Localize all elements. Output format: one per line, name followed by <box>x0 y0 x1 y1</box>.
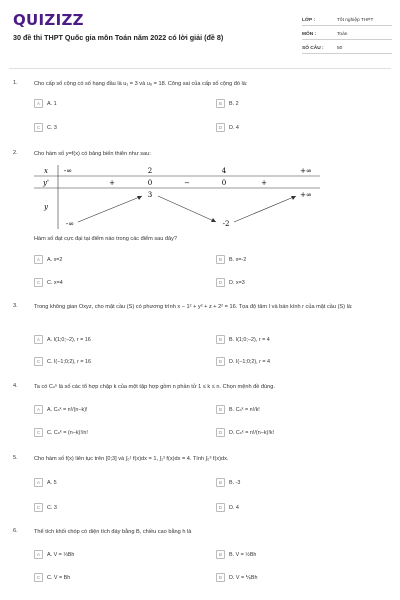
meta-row-class <box>302 12 392 26</box>
page-title: 30 đề thi THPT Quốc gia môn Toán năm 2022 có lời giải (đề 8) <box>13 33 224 42</box>
option-b[interactable] <box>216 550 256 559</box>
option-b[interactable] <box>216 335 270 344</box>
question-text: Cho hàm số y=f(x) có bảng biến thiên như sau: <box>34 151 151 157</box>
option-text: D. 4 <box>229 124 239 131</box>
option-text: C. V = Bh <box>47 574 71 581</box>
y-value: -∞ <box>65 220 75 228</box>
option-letter-box: C <box>34 357 43 366</box>
y-value: +∞ <box>300 191 312 199</box>
option-letter-box: A <box>34 99 43 108</box>
decrease-arrow <box>158 196 216 222</box>
meta-label: LỚP : <box>302 18 316 23</box>
option-a[interactable] <box>34 255 62 264</box>
option-text: D. V = ⅙Bh <box>229 574 258 581</box>
option-text: C. 3 <box>47 504 57 511</box>
option-letter-box: B <box>216 550 225 559</box>
increase-arrow <box>234 196 296 222</box>
option-a[interactable] <box>34 405 88 414</box>
option-text: B. 2 <box>229 100 239 107</box>
option-letter-box: A <box>34 255 43 264</box>
meta-label: MÔN : <box>302 32 317 37</box>
question-text: Trong không gian Oxyz, cho mặt cầu (S) có phương trình x − 1² + y² + z + 2² = 16. Tọa độ tâm I và bán kính r của mặt cầu (S) là: <box>34 304 353 310</box>
option-c[interactable] <box>34 503 57 512</box>
question-number: 5. <box>13 455 18 461</box>
header-divider <box>9 68 391 69</box>
option-a[interactable] <box>34 550 74 559</box>
option-letter-box: A <box>34 550 43 559</box>
option-a[interactable] <box>34 99 57 108</box>
option-c[interactable] <box>34 428 88 437</box>
option-text: D. I(−1;0;2), r = 4 <box>229 358 271 365</box>
option-c[interactable] <box>34 573 70 582</box>
variation-table <box>34 163 320 229</box>
option-text: A. I(1;0;−2), r = 16 <box>47 336 91 343</box>
y-value: -2 <box>222 220 230 228</box>
option-letter-box: B <box>216 478 225 487</box>
option-text: B. x=-2 <box>229 256 247 263</box>
option-c[interactable] <box>34 357 91 366</box>
option-text: B. I(1;0;−2), r = 4 <box>229 336 270 343</box>
option-text: A. 5 <box>47 479 57 486</box>
option-letter-box: C <box>34 278 43 287</box>
option-d[interactable] <box>216 357 270 366</box>
question-number: 2. <box>13 150 18 156</box>
question-text: Hàm số đạt cực đại tại điểm nào trong các điểm sau đây? <box>34 236 178 242</box>
question-number: 3. <box>13 303 18 309</box>
meta-row-subject <box>302 26 392 40</box>
option-letter-box: C <box>34 123 43 132</box>
option-d[interactable] <box>216 278 245 287</box>
page-header <box>0 0 400 62</box>
option-text: A. Cₙᵏ = n!/(n−k)! <box>47 406 88 413</box>
meta-value: Toán <box>337 32 348 37</box>
option-letter-box: D <box>216 278 225 287</box>
question-number: 4. <box>13 383 18 389</box>
option-text: C. Cₙᵏ = (n−k)!/n! <box>47 429 88 436</box>
option-d[interactable] <box>216 428 274 437</box>
x-value: 2 <box>147 167 153 175</box>
option-text: A. 1 <box>47 100 57 107</box>
option-letter-box: D <box>216 357 225 366</box>
option-text: D. x=3 <box>229 279 245 286</box>
option-text: A. V = ⅓Bh <box>47 551 75 558</box>
option-text: C. 3 <box>47 124 57 131</box>
meta-value: Tốt nghiệp THPT <box>337 18 374 23</box>
table-yp-label: y' <box>43 179 49 187</box>
question-text: Ta có Cₙᵏ là số các tổ hợp chập k của một tập hợp gồm n phần tử 1 ≤ k ≤ n. Chọn mệnh đề đúng. <box>34 384 275 390</box>
question-text: Cho hàm số f(x) liên tục trên [0;3] và ∫₀¹ f(x)dx = 1, ∫₁³ f(x)dx = 4. Tính ∫₀³ f(x)dx. <box>34 456 229 462</box>
option-letter-box: D <box>216 428 225 437</box>
yp-sign: + <box>109 179 115 187</box>
option-text: B. Cₙᵏ = n!/k! <box>229 406 260 413</box>
option-letter-box: B <box>216 99 225 108</box>
quizizz-logo: QUIZIZZ <box>13 11 84 29</box>
option-d[interactable] <box>216 573 257 582</box>
option-b[interactable] <box>216 255 246 264</box>
table-x-label: x <box>44 167 48 175</box>
option-text: D. Cₙᵏ = n!/(n−k)!k! <box>229 429 275 436</box>
option-b[interactable] <box>216 99 239 108</box>
option-b[interactable] <box>216 478 240 487</box>
yp-sign: + <box>261 179 267 187</box>
meta-value: 50 <box>337 46 343 51</box>
option-a[interactable] <box>34 478 57 487</box>
option-letter-box: A <box>34 405 43 414</box>
question-text: Thể tích khối chóp có diện tích đáy bằng B, chiều cao bằng h là <box>34 529 192 535</box>
question-number: 1. <box>13 80 18 86</box>
yp-zero: 0 <box>221 179 227 187</box>
yp-sign: − <box>184 179 190 187</box>
option-b[interactable] <box>216 405 260 414</box>
increase-arrow <box>78 196 142 222</box>
x-value: +∞ <box>300 167 312 175</box>
meta-label: SỐ CÂU : <box>302 46 324 51</box>
question-text: Cho cấp số cộng có số hạng đầu là u₁ = 3 và u₆ = 18. Công sai của cấp số cộng đó là: <box>34 81 248 87</box>
meta-row-count <box>302 40 392 54</box>
option-letter-box: A <box>34 478 43 487</box>
option-letter-box: B <box>216 335 225 344</box>
x-value: -∞ <box>63 167 73 175</box>
option-c[interactable] <box>34 278 63 287</box>
option-text: A. x=2 <box>47 256 63 263</box>
option-c[interactable] <box>34 123 57 132</box>
y-value: 3 <box>147 191 153 199</box>
option-letter-box: C <box>34 573 43 582</box>
question-number: 6. <box>13 528 18 534</box>
option-letter-box: C <box>34 503 43 512</box>
option-d[interactable] <box>216 123 239 132</box>
meta-info <box>302 12 392 54</box>
option-d[interactable] <box>216 503 239 512</box>
option-letter-box: B <box>216 405 225 414</box>
option-letter-box: C <box>34 428 43 437</box>
option-letter-box: D <box>216 123 225 132</box>
option-a[interactable] <box>34 335 91 344</box>
option-letter-box: D <box>216 573 225 582</box>
table-y-label: y <box>44 203 48 211</box>
option-text: B. V = ½Bh <box>229 551 257 558</box>
x-value: 4 <box>221 167 227 175</box>
yp-zero: 0 <box>147 179 153 187</box>
option-text: C. I(−1;0;2), r = 16 <box>47 358 92 365</box>
option-letter-box: A <box>34 335 43 344</box>
option-letter-box: B <box>216 255 225 264</box>
option-text: D. 4 <box>229 504 239 511</box>
option-text: C. x=4 <box>47 279 63 286</box>
option-letter-box: D <box>216 503 225 512</box>
option-text: B. -3 <box>229 479 241 486</box>
